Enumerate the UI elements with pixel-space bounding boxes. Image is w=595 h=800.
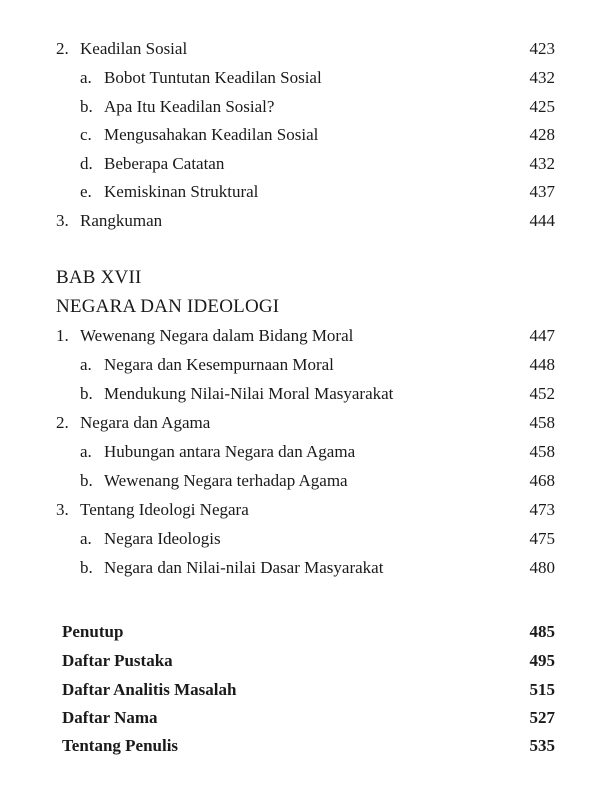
toc-entry-title: Wewenang Negara dalam Bidang Moral — [80, 326, 354, 345]
toc-entry-title: Mengusahakan Keadilan Sosial — [104, 125, 319, 144]
toc-subentry — [0, 553, 595, 582]
toc-entry-number: 2. — [56, 413, 69, 432]
toc-subentry — [0, 177, 595, 206]
toc-entry-number: b. — [80, 471, 93, 490]
toc-entry-title: Negara Ideologis — [104, 529, 221, 548]
toc-entry-title: Tentang Penulis — [62, 736, 179, 755]
toc-entry-title: Bobot Tuntutan Keadilan Sosial — [104, 68, 322, 87]
toc-entry-title: Mendukung Nilai-Nilai Moral Masyarakat — [104, 384, 394, 403]
toc-entry-page: 485 — [529, 622, 555, 641]
toc-entry-page: 432 — [529, 68, 555, 87]
toc-subentry — [0, 63, 595, 92]
toc-entry-number: b. — [80, 558, 93, 577]
toc-entry-title: Apa Itu Keadilan Sosial? — [104, 97, 275, 116]
toc-entry-number: b. — [80, 97, 93, 116]
toc-entry-page: 423 — [529, 39, 555, 58]
toc-entry-number: 2. — [56, 39, 69, 58]
toc-entry-title: Daftar Analitis Masalah — [62, 680, 237, 699]
toc-entry-page: 480 — [529, 558, 555, 577]
toc-entry-page: 428 — [529, 125, 555, 144]
toc-entry-title: Penutup — [62, 622, 124, 641]
toc-entry-title: Wewenang Negara terhadap Agama — [104, 471, 348, 490]
toc-entry-number: a. — [80, 355, 92, 374]
toc-entry-page: 425 — [529, 97, 555, 116]
chapter-label: BAB XVII — [56, 267, 142, 288]
toc-backmatter-entry — [0, 646, 595, 675]
toc-entry-title: Keadilan Sosial — [80, 39, 188, 58]
toc-entry-number: b. — [80, 384, 93, 403]
toc-entry-title: Negara dan Nilai-nilai Dasar Masyarakat — [104, 558, 384, 577]
toc-entry-title: Tentang Ideologi Negara — [80, 500, 249, 519]
toc-subentry — [0, 149, 595, 178]
toc-entry-page: 515 — [529, 680, 555, 699]
toc-entry-page: 437 — [529, 182, 555, 201]
toc-entry-page: 495 — [529, 651, 555, 670]
toc-subentry — [0, 437, 595, 466]
toc-entry-page: 535 — [529, 736, 555, 755]
toc-entry — [0, 321, 595, 350]
toc-backmatter-entry — [0, 675, 595, 704]
toc-entry-title: Negara dan Kesempurnaan Moral — [104, 355, 334, 374]
toc-entry-page: 448 — [529, 355, 555, 374]
toc-entry-page: 475 — [529, 529, 555, 548]
toc-subentry — [0, 92, 595, 121]
toc-entry-number: a. — [80, 529, 92, 548]
toc-entry-number: a. — [80, 68, 92, 87]
toc-backmatter-entry — [0, 731, 595, 760]
toc-entry — [0, 495, 595, 524]
toc-entry-page: 458 — [529, 442, 555, 461]
toc-entry-page: 468 — [529, 471, 555, 490]
toc-entry-title: Daftar Nama — [62, 708, 158, 727]
toc-entry-page: 458 — [529, 413, 555, 432]
toc-subentry — [0, 120, 595, 149]
toc-subentry — [0, 350, 595, 379]
chapter-title: NEGARA DAN IDEOLOGI — [56, 296, 280, 317]
toc-entry-rangkuman — [0, 206, 595, 235]
toc-entry-page: 473 — [529, 500, 555, 519]
toc-entry-number: 3. — [56, 500, 69, 519]
toc-entry-keadilan-sosial — [0, 34, 595, 63]
toc-entry-title: Beberapa Catatan — [104, 154, 225, 173]
toc-entry-number: 1. — [56, 326, 69, 345]
toc-entry-title: Rangkuman — [80, 211, 163, 230]
toc-subentry — [0, 466, 595, 495]
toc-entry-page: 447 — [529, 326, 555, 345]
toc-entry-page: 527 — [529, 708, 555, 727]
toc-subentry — [0, 379, 595, 408]
toc-entry-page: 452 — [529, 384, 555, 403]
toc-subentry — [0, 524, 595, 553]
toc-entry-number: c. — [80, 125, 92, 144]
toc-entry-number: 3. — [56, 211, 69, 230]
toc-backmatter-entry — [0, 703, 595, 732]
toc-entry-number: d. — [80, 154, 93, 173]
toc-entry-title: Kemiskinan Struktural — [104, 182, 259, 201]
toc-entry-page: 432 — [529, 154, 555, 173]
toc-entry — [0, 408, 595, 437]
toc-backmatter-entry — [0, 617, 595, 646]
toc-entry-number: e. — [80, 182, 92, 201]
toc-entry-page: 444 — [529, 211, 555, 230]
toc-entry-title: Negara dan Agama — [80, 413, 211, 432]
toc-entry-number: a. — [80, 442, 92, 461]
toc-entry-title: Hubungan antara Negara dan Agama — [104, 442, 356, 461]
toc-entry-title: Daftar Pustaka — [62, 651, 173, 670]
